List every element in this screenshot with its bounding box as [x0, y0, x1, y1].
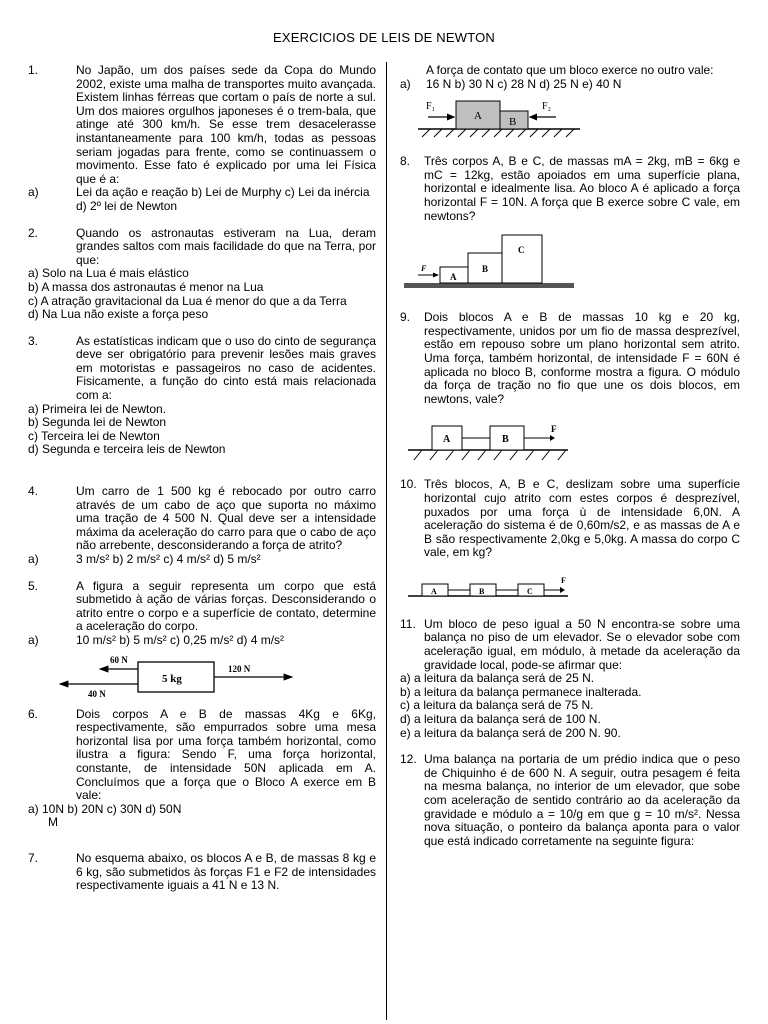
force-f-label: F	[551, 424, 557, 435]
force-label-120: 120 N	[228, 663, 251, 674]
question-8	[400, 155, 740, 223]
options-text: 10 m/s² b) 5 m/s² c) 0,25 m/s² d) 4 m/s²	[76, 632, 285, 647]
option-a: a) a leitura da balança será de 25 N.	[400, 671, 595, 686]
option-c: c) Terceira lei de Newton	[28, 428, 160, 443]
question-text: As estatísticas indicam que o uso do cinto de segurança deve ser obrigatório para prevenir lesões mais graves em motoristas e passageiros no caso de acidentes. Fisicamente, a função do cinto está mais relacionada com a:	[76, 333, 376, 403]
option-d: d) Na Lua não existe a força peso	[28, 307, 209, 322]
option-a: a) Primeira lei de Newton.	[28, 401, 167, 416]
question-number: 2.	[28, 225, 39, 240]
question-12	[400, 753, 740, 848]
block-b-label: B	[482, 264, 489, 275]
three-blocks-figure	[404, 570, 574, 600]
question-text: A figura a seguir representa um corpo que está submetido à ação de várias forças. Desconsiderando o atrito entre o corpo e a superfície de contato, determine a aceleração do corpo.	[76, 578, 376, 634]
force-f-label: F	[421, 264, 427, 274]
option-label: a)	[28, 185, 39, 200]
question-number: 10.	[400, 477, 417, 492]
option-label: a)	[400, 76, 411, 91]
block-a-label: A	[443, 434, 451, 446]
ground-surface	[404, 283, 574, 288]
question-text: Dois blocos A e B de massas 10 kg e 20 kg, respectivamente, unidos por um fio de massa desprezível, estão em repouso sobre um plano horizontal sem atrito. Uma força, também horizontal, de intensidade F = 60N é aplicada no bloco B, conforme mostra a figura. O módulo da força de tração no fio que une os dois blocos, em newtons, vale?	[424, 310, 740, 406]
option-label: a)	[28, 552, 39, 566]
option-label: a)	[28, 632, 39, 647]
option-b: b) Segunda lei de Newton	[28, 415, 167, 430]
question-number: 3.	[28, 333, 39, 348]
question-1	[28, 64, 376, 186]
option-b: b) A massa dos astronautas é menor na Lua	[28, 279, 264, 294]
question-10	[400, 478, 740, 560]
question-7-options	[400, 78, 740, 92]
question-7	[28, 852, 376, 893]
blocks-ab-figure	[414, 95, 584, 141]
options-text: 3 m/s² b) 2 m/s² c) 4 m/s² d) 5 m/s²	[76, 552, 261, 566]
question-2	[28, 227, 376, 268]
left-column	[28, 64, 376, 893]
block-b-label: B	[479, 586, 485, 596]
force-f-label: F	[561, 575, 566, 585]
forces-figure	[58, 652, 298, 698]
option-a: a) Solo na Lua é mais elástico	[28, 266, 189, 281]
blocks-abc-figure	[404, 231, 574, 291]
question-4	[28, 485, 376, 553]
question-text: Dois corpos A e B de massas 4Kg e 6Kg, respectivamente, são empurrados sobre uma mesa horizontal lisa por uma força também horizontal, como ilustra a figura: Sendo F, uma força horizontal, constante, de intensidade 50N aplicada em A. Concluímos que a força que o Bloco A exerce em B vale:	[76, 706, 376, 803]
force-f-arrowhead	[550, 435, 555, 441]
blocks-string-figure	[404, 418, 574, 464]
question-1-options	[28, 186, 376, 213]
question-number: 5.	[28, 578, 39, 593]
question-number: 11.	[400, 616, 416, 631]
mass-label: 5 kg	[162, 672, 182, 685]
block-b-label: B	[509, 116, 517, 129]
question-3	[28, 335, 376, 403]
force-label-60: 60 N	[110, 654, 128, 665]
ground-hatch	[414, 450, 566, 460]
block-c-label: C	[527, 586, 533, 596]
block-a-label: A	[431, 586, 437, 596]
question-text: Um carro de 1 500 kg é rebocado por outro carro através de um cabo de aço que suporta no máximo uma tração de 4 500 N. Qual deve ser a intensidade máxima da aceleração do carro para que o cabo de aço não arrebente, desconsiderando a força de atrito?	[76, 484, 376, 553]
question-9	[400, 311, 740, 406]
question-number: 8.	[400, 154, 411, 169]
question-text: Quando os astronautas estiveram na Lua, deram grandes saltos com mais facilidade do que na Terra, por que:	[76, 225, 376, 267]
question-number: 12.	[400, 752, 417, 767]
force-label-40: 40 N	[88, 688, 106, 698]
question-text: No Japão, um dos países sede da Copa do Mundo 2002, existe uma malha de transportes muito avançada. Existem linhas férreas que cortam o país de norte a sul. Um dos maiores orgulhos japoneses é o trem-bala, que atinge até 300 km/h. Se esse trem desacelerasse instantaneamente para 100 km/h, todas as pessoas seriam jogadas para frente, como se continuassem o movimento. Esse fato é explicado por uma lei Física que é a:	[76, 63, 376, 186]
options-text: Lei da ação e reação b) Lei de Murphy c) Lei da inércia d) 2º lei de Newton	[76, 185, 370, 213]
option-d: d) Segunda e terceira leis de Newton	[28, 442, 226, 457]
question-text: A força de contato que um bloco exerce no outro vale:	[426, 63, 714, 77]
right-column	[400, 64, 740, 848]
page-title: EXERCICIOS DE LEIS DE NEWTON	[272, 30, 496, 45]
question-number: 4.	[28, 484, 39, 499]
question-4-options	[28, 553, 376, 567]
question-text: Três corpos A, B e C, de massas mA = 2kg, mB = 6kg e mC = 12kg, estão apoiados em uma superfície plana, horizontal e idealmente lisa. Ao bloco A é aplicado a força horizontal F = 10N. A força que B exerce sobre C vale, em newtons?	[424, 154, 740, 223]
option-b: b) a leitura da balança permanece inalterada.	[400, 684, 642, 699]
question-text: Três blocos, A, B e C, deslizam sobre uma superfície horizontal cujo atrito com estes corpos é desprezível, puxados por uma força ù de intensidade 6,0N. A aceleração do sistema é de 0,60m/s2, e as massas de A e B são respectivamente 2,0kg e 5,0kg. A massa do corpo C vale, em kg?	[424, 477, 740, 560]
question-7-continued	[400, 64, 740, 78]
question-text: No esquema abaixo, os blocos A e B, de massas 8 kg e 6 kg, são submetidos às forças F1 e F2 de intensidades respectivamente iguais a 41 N e 13 N.	[76, 850, 376, 893]
question-number: 7.	[28, 850, 39, 865]
question-text: Um bloco de peso igual a 50 N encontra-se sobre uma balança no piso de um elevador. Se o elevador sobe com aceleração igual, em módulo, à metade da aceleração da gravidade local, pode-se afirmar que:	[424, 616, 740, 672]
ground-hatch	[422, 129, 574, 137]
question-5	[28, 580, 376, 634]
question-6	[28, 708, 376, 803]
options-text: 16 N b) 30 N c) 28 N d) 25 N e) 40 N	[426, 76, 622, 91]
option-e: e) a leitura da balança será de 200 N. 90.	[400, 725, 621, 740]
column-divider	[386, 62, 387, 1020]
stray-letter: M	[48, 815, 58, 830]
question-number: 6.	[28, 706, 39, 721]
block-a-label: A	[450, 272, 457, 283]
block-c	[502, 235, 542, 283]
force-f-arrowhead	[560, 587, 565, 593]
question-11	[400, 618, 740, 672]
block-b-label: B	[502, 434, 509, 446]
force-f2-label: F₂	[542, 101, 552, 113]
force-f1-label: F₁	[426, 101, 436, 113]
option-d: d) a leitura da balança será de 100 N.	[400, 712, 601, 727]
question-number: 9.	[400, 310, 411, 325]
question-text: Uma balança na portaria de um prédio indica que o peso de Chiquinho é de 600 N. A seguir, outra pesagem é feita na mesma balança, no interior de um elevador, que sobe com aceleração de sentido contrário ao da aceleração da gravidade e módulo a = 10/g em que g = 10 m/s². Nessa nova situação, o ponteiro da balança aponta para o valor que está indicado corretamente na seguinte figura:	[424, 752, 740, 848]
question-6-options: a) 10N b) 20N c) 30N d) 50N	[28, 801, 182, 816]
question-number: 1.	[28, 63, 39, 77]
block-a-label: A	[474, 110, 482, 123]
option-c: c) A atração gravitacional da Lua é menor do que a da Terra	[28, 293, 347, 308]
option-c: c) a leitura da balança será de 75 N.	[400, 698, 594, 713]
block-c-label: C	[518, 245, 525, 256]
question-5-options	[28, 634, 376, 648]
